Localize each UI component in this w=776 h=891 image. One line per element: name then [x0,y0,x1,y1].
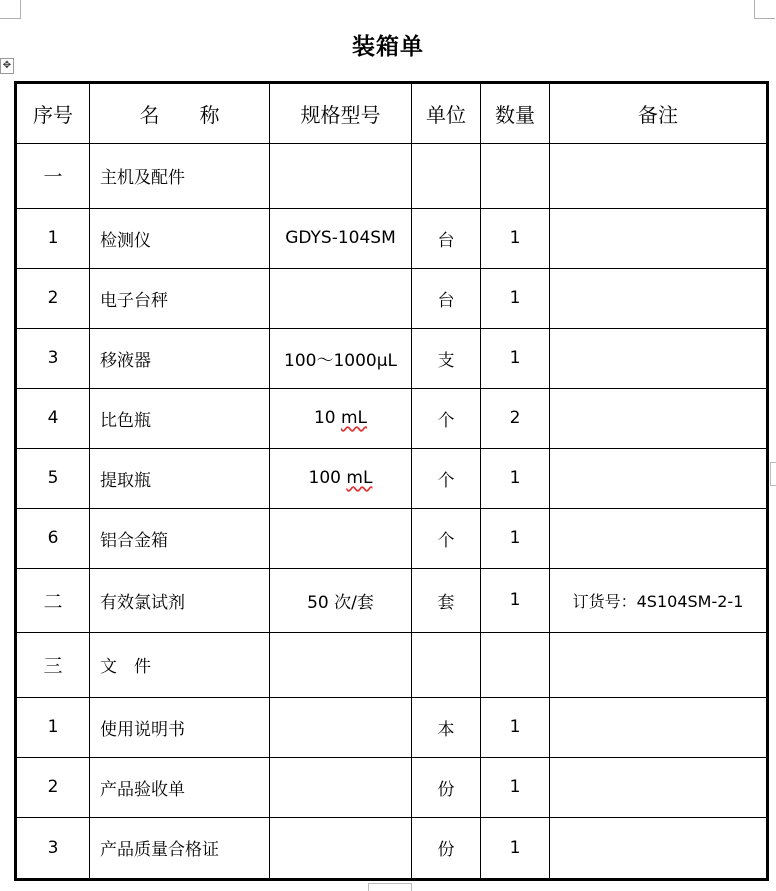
table-row [16,633,768,698]
header-name: 名 称 [90,83,270,144]
cell-qty: 1 [481,268,550,328]
cell-spec [270,144,412,209]
header-note: 备注 [550,83,768,144]
cell-name: 产品质量合格证 [90,817,270,879]
document-title: 装箱单 [352,34,424,60]
cell-name: 铝合金箱 [90,508,270,568]
table-row [16,697,768,757]
cell-unit: 个 [412,508,481,568]
table-row [16,144,768,209]
cell-qty: 1 [481,568,550,633]
cell-qty: 1 [481,448,550,508]
cell-qty: 1 [481,508,550,568]
cell-spec [270,697,412,757]
cell-no: 1 [16,697,90,757]
cell-name: 检测仪 [90,208,270,268]
cell-spec [270,817,412,879]
spec-number: 10 [313,408,341,429]
table-row [16,208,768,268]
cell-no: 二 [16,568,90,633]
header-no: 序号 [16,83,90,144]
cell-qty [481,144,550,209]
cell-unit: 个 [412,388,481,448]
cell-name: 使用说明书 [90,697,270,757]
cell-no: 三 [16,633,90,698]
spec-unit-spellcheck: mL [341,408,368,429]
cell-unit: 份 [412,817,481,879]
cell-note [550,388,768,448]
cell-name: 移液器 [90,328,270,388]
cell-note-order-number: 订货号：4S104SM-2-1 [550,568,768,633]
table-row [16,268,768,328]
cell-name: 比色瓶 [90,388,270,448]
packing-list-table [14,81,769,881]
cell-name: 主机及配件 [90,144,270,209]
cell-spec [270,757,412,817]
table-row [16,448,768,508]
cell-spec [270,448,412,508]
cell-no: 2 [16,268,90,328]
cell-name: 提取瓶 [90,448,270,508]
cell-note [550,757,768,817]
header-spec: 规格型号 [270,83,412,144]
cell-name: 产品验收单 [90,757,270,817]
cell-no: 一 [16,144,90,209]
table-row [16,568,768,633]
page-corner-mark-right [754,0,775,19]
cell-no: 3 [16,328,90,388]
cell-unit: 本 [412,697,481,757]
cell-unit: 台 [412,268,481,328]
table-row [16,328,768,388]
cell-unit [412,144,481,209]
table-row [16,757,768,817]
cell-note [550,268,768,328]
cell-name: 有效氯试剂 [90,568,270,633]
spec-number: 100 [308,468,347,489]
cell-qty: 2 [481,388,550,448]
cell-unit: 支 [412,328,481,388]
cell-no: 5 [16,448,90,508]
header-unit: 单位 [412,83,481,144]
cell-no: 1 [16,208,90,268]
cell-qty: 1 [481,697,550,757]
cell-no: 2 [16,757,90,817]
cell-unit: 份 [412,757,481,817]
spec-unit-spellcheck: mL [346,468,373,489]
cell-spec: 50 次/套 [270,568,412,633]
cell-no: 3 [16,817,90,879]
cell-note [550,633,768,698]
cell-qty: 1 [481,817,550,879]
cell-qty: 1 [481,757,550,817]
cell-spec: 100～1000μL [270,328,412,388]
cell-note [550,817,768,879]
cell-qty [481,633,550,698]
page-corner-mark-left [0,0,21,19]
table-row [16,817,768,879]
cell-note [550,697,768,757]
cell-spec: GDYS-104SM [270,208,412,268]
table-header-row [16,83,768,144]
cell-unit [412,633,481,698]
cell-qty: 1 [481,208,550,268]
cell-note [550,208,768,268]
cell-unit: 个 [412,448,481,508]
cell-qty: 1 [481,328,550,388]
ruler-tick-right [770,462,776,486]
cell-spec [270,508,412,568]
cell-note [550,144,768,209]
cell-spec [270,388,412,448]
cell-unit: 台 [412,208,481,268]
cell-no: 4 [16,388,90,448]
cell-note [550,448,768,508]
table-row [16,388,768,448]
cell-note [550,328,768,388]
cell-name: 文 件 [90,633,270,698]
cell-spec [270,268,412,328]
header-qty: 数量 [481,83,550,144]
cell-note [550,508,768,568]
cell-no: 6 [16,508,90,568]
cell-name: 电子台秤 [90,268,270,328]
cell-unit: 套 [412,568,481,633]
table-row [16,508,768,568]
table-move-handle-icon[interactable]: ✥ [0,58,14,74]
cell-spec [270,633,412,698]
